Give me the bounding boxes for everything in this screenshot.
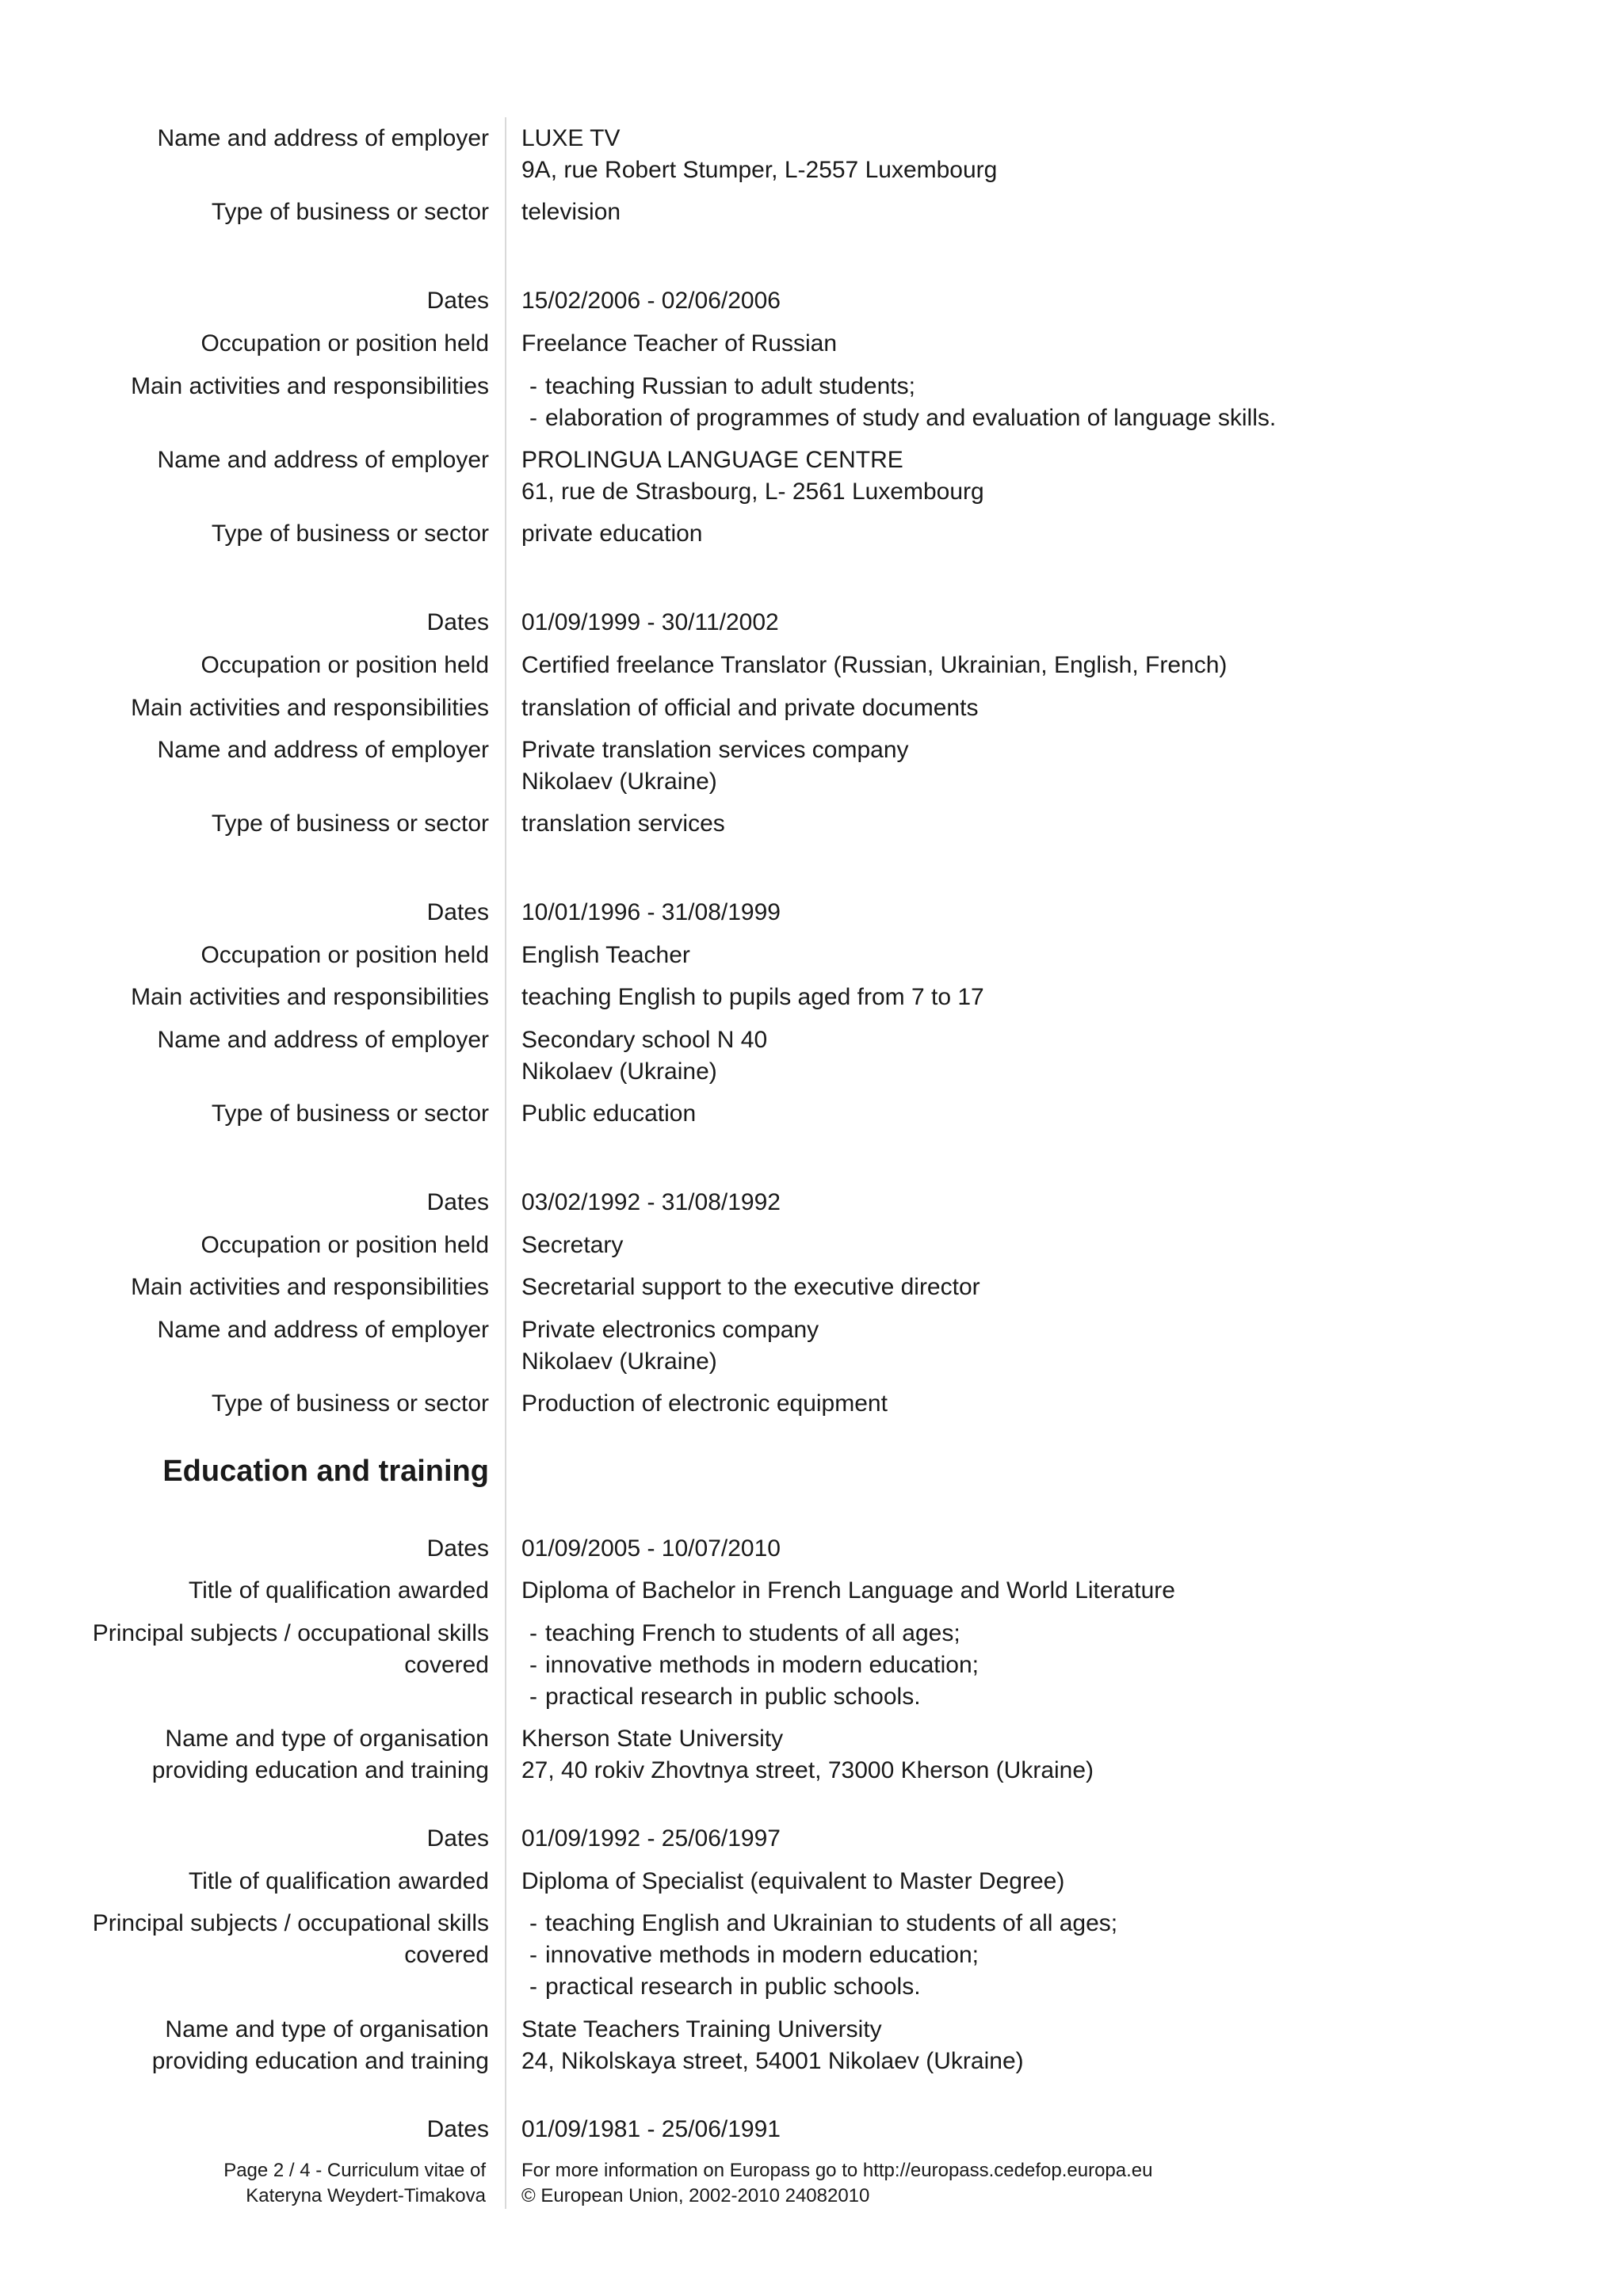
organisation-value: State Teachers Training University 24, Nikolskaya street, 54001 Nikolaev (Ukraine) [521, 2016, 1024, 2074]
activities-label: Main activities and responsibilities [131, 984, 489, 1010]
occupation-label: Occupation or position held [200, 942, 489, 968]
sector-row [0, 808, 1623, 840]
footer-europass-info: For more information on Europass go to http://europass.cedefop.europa.eu © European Union, 2002-2010 24082010 [521, 2160, 1153, 2206]
subjects-label: Principal subjects / occupational skills covered [92, 1910, 489, 1968]
sector-row [0, 518, 1623, 550]
sector-row [0, 1388, 1623, 1420]
list-item: - innovative methods in modern education; [529, 1942, 980, 1968]
dates-value: 01/09/1999 - 30/11/2002 [521, 609, 779, 635]
dates-label: Dates [426, 1535, 489, 1562]
dates-value: 10/01/1996 - 31/08/1999 [521, 899, 781, 925]
page-footer [0, 2158, 1623, 2209]
occupation-value: English Teacher [521, 942, 690, 968]
employer-value: Private translation services company Nikolaev (Ukraine) [521, 737, 909, 795]
list-item: - practical research in public schools. [529, 1684, 921, 1710]
subjects-list [521, 1618, 1552, 1713]
qualification-label: Title of qualification awarded [188, 1868, 489, 1894]
subjects-row [0, 1908, 1623, 2003]
dates-row [0, 607, 1623, 639]
occupation-label: Occupation or position held [200, 652, 489, 678]
sector-value: Production of electronic equipment [521, 1390, 888, 1417]
employer-row [0, 734, 1623, 798]
employer-value: PROLINGUA LANGUAGE CENTRE 61, rue de Strasbourg, L- 2561 Luxembourg [521, 447, 984, 505]
occupation-row [0, 650, 1623, 681]
dates-label: Dates [426, 288, 489, 314]
activities-row [0, 371, 1623, 434]
sector-label: Type of business or sector [211, 1100, 489, 1127]
employer-row [0, 1314, 1623, 1378]
occupation-label: Occupation or position held [200, 330, 489, 357]
qualification-row [0, 1575, 1623, 1607]
list-item: - teaching English and Ukrainian to students of all ages; [529, 1910, 1118, 1936]
dates-row [0, 1533, 1623, 1565]
activities-list [521, 371, 1552, 434]
sector-label: Type of business or sector [211, 1390, 489, 1417]
activities-label: Main activities and responsibilities [131, 373, 489, 399]
occupation-row [0, 328, 1623, 360]
dates-label: Dates [426, 899, 489, 925]
footer-page-info: Page 2 / 4 - Curriculum vitae of Kateryna Weydert-Timakova [223, 2160, 486, 2206]
occupation-value: Freelance Teacher of Russian [521, 330, 837, 357]
list-item: - elaboration of programmes of study and evaluation of language skills. [529, 405, 1277, 431]
occupation-row [0, 940, 1623, 971]
sector-label: Type of business or sector [211, 521, 489, 547]
activities-row [0, 982, 1623, 1013]
occupation-value: Secretary [521, 1232, 624, 1258]
activities-row [0, 692, 1623, 724]
dates-value: 01/09/2005 - 10/07/2010 [521, 1535, 781, 1562]
qualification-value: Diploma of Bachelor in French Language and World Literature [521, 1577, 1175, 1604]
occupation-label: Occupation or position held [200, 1232, 489, 1258]
dates-row [0, 1823, 1623, 1855]
organisation-value: Kherson State University 27, 40 rokiv Zhovtnya street, 73000 Kherson (Ukraine) [521, 1726, 1094, 1783]
dates-row [0, 2114, 1623, 2145]
list-item: - teaching French to students of all ages; [529, 1620, 960, 1646]
qualification-row [0, 1866, 1623, 1897]
employer-value: LUXE TV 9A, rue Robert Stumper, L-2557 Luxembourg [521, 125, 998, 183]
sector-value: Public education [521, 1100, 697, 1127]
list-item: - practical research in public schools. [529, 1974, 921, 2000]
activities-value: translation of official and private documents [521, 695, 979, 721]
dates-value: 01/09/1992 - 25/06/1997 [521, 1825, 781, 1852]
sector-row [0, 1098, 1623, 1130]
dates-label: Dates [426, 2116, 489, 2142]
qualification-label: Title of qualification awarded [188, 1577, 489, 1604]
subjects-row [0, 1618, 1623, 1713]
employer-value: Secondary school N 40 Nikolaev (Ukraine) [521, 1027, 768, 1085]
subjects-label: Principal subjects / occupational skills covered [92, 1620, 489, 1678]
dates-value: 15/02/2006 - 02/06/2006 [521, 288, 781, 314]
dates-label: Dates [426, 609, 489, 635]
employer-label: Name and address of employer [157, 737, 489, 763]
activities-row [0, 1272, 1623, 1303]
list-item: - innovative methods in modern education; [529, 1652, 980, 1678]
list-item: - teaching Russian to adult students; [529, 373, 915, 399]
activities-label: Main activities and responsibilities [131, 1274, 489, 1300]
organisation-label: Name and type of organisation providing education and training [151, 1726, 489, 1783]
section-heading-row [0, 1453, 1623, 1489]
activities-value: teaching English to pupils aged from 7 to 17 [521, 984, 984, 1010]
dates-value: 01/09/1981 - 25/06/1991 [521, 2116, 781, 2142]
sector-value: private education [521, 521, 703, 547]
organisation-row [0, 1723, 1623, 1787]
employer-label: Name and address of employer [157, 1027, 489, 1053]
employer-row [0, 444, 1623, 508]
qualification-value: Diploma of Specialist (equivalent to Master Degree) [521, 1868, 1065, 1894]
dates-label: Dates [426, 1825, 489, 1852]
subjects-list [521, 1908, 1552, 2003]
dates-row [0, 1187, 1623, 1219]
activities-label: Main activities and responsibilities [131, 695, 489, 721]
sector-label: Type of business or sector [211, 810, 489, 837]
employer-row [0, 1024, 1623, 1088]
sector-value: translation services [521, 810, 725, 837]
organisation-label: Name and type of organisation providing education and training [151, 2016, 489, 2074]
section-heading: Education and training [162, 1455, 489, 1488]
sector-value: television [521, 199, 621, 225]
sector-label: Type of business or sector [211, 199, 489, 225]
organisation-row [0, 2014, 1623, 2077]
dates-row [0, 897, 1623, 929]
activities-value: Secretarial support to the executive director [521, 1274, 980, 1300]
employer-row [0, 123, 1623, 186]
occupation-row [0, 1230, 1623, 1261]
employer-label: Name and address of employer [157, 125, 489, 151]
employer-value: Private electronics company Nikolaev (Ukraine) [521, 1317, 819, 1375]
sector-row [0, 196, 1623, 228]
employer-label: Name and address of employer [157, 447, 489, 473]
dates-row [0, 285, 1623, 317]
dates-label: Dates [426, 1189, 489, 1215]
dates-value: 03/02/1992 - 31/08/1992 [521, 1189, 781, 1215]
employer-label: Name and address of employer [157, 1317, 489, 1343]
occupation-value: Certified freelance Translator (Russian, Ukrainian, English, French) [521, 652, 1228, 678]
